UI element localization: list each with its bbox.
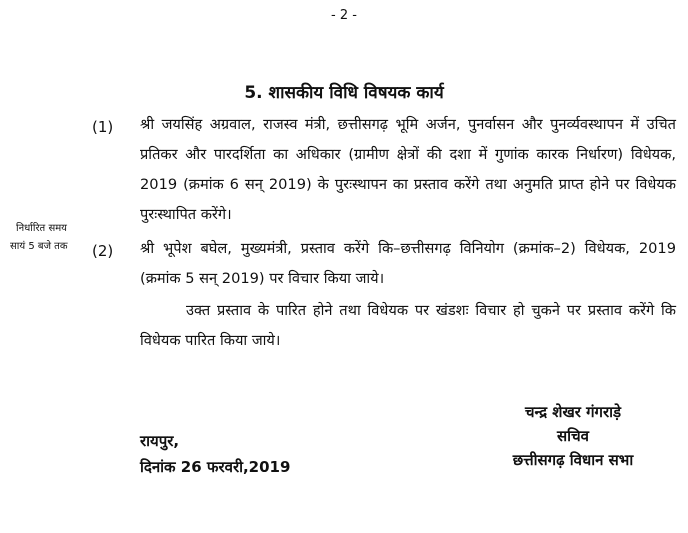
signatory-title: सचिव [557,427,589,445]
page-number: - 2 - [331,8,357,23]
item-2-continuation: उक्त प्रस्ताव के पारित होने तथा विधेयक पर खंडशः विचार हो चुकने पर प्रस्ताव करेंगे कि विधेयक पारित किया जाये। [140,302,676,349]
side-note-line-1: निर्धारित समय [16,223,67,234]
item-2-text: श्री भूपेश बघेल, मुख्यमंत्री, प्रस्ताव करेंगे कि–छत्तीसगढ़ विनियोग (क्रमांक–2) विधेयक, 2019 (क्रमांक 5 सन् 2019) पर विचार किया जाये। [140,240,676,287]
item-1-text: श्री जयसिंह अग्रवाल, राजस्व मंत्री, छत्तीसगढ़ भूमि अर्जन, पुनर्वासन और पुनर्व्यवस्थापन में उचित प्रतिकर और पारदर्शिता का अधिकार (ग्रामीण क्षेत्रों की दशा में गुणांक कारक निर्धारण) विधेयक, 2019 (क्रमांक 6 सन् 2019) के पुरःस्थापन का प्रस्ताव करेंगे तथा अनुमति प्राप्त होने पर विधेयक पुरःस्थापित करेंगे। [140,116,676,223]
place-date-block [140,428,400,480]
section-title: 5. शासकीय विधि विषयक कार्य [244,83,444,103]
signatory-name: चन्द्र शेखर गंगराड़े [524,403,622,421]
place: रायपुर, [140,432,180,450]
signatory-org: छत्तीसगढ़ विधान सभा [512,451,634,469]
item-2-number: (2) [92,242,114,260]
side-note [10,220,92,256]
date: दिनांक 26 फरवरी,2019 [140,458,291,476]
item-1-number: (1) [92,118,114,136]
side-note-line-2: सायं 5 बजे तक [10,241,68,252]
signature-block [468,400,678,472]
